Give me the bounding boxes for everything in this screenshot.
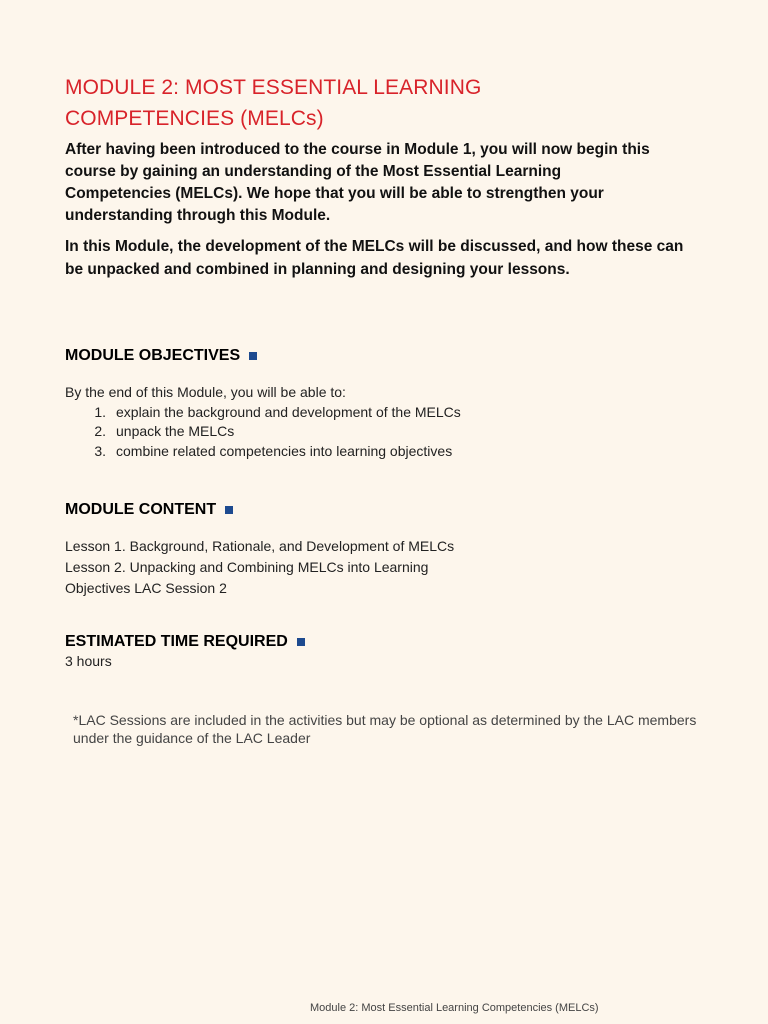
list-item-number: 2. — [94, 423, 106, 439]
list-item-text: combine related competencies into learning objectives — [116, 442, 453, 459]
objectives-list — [65, 403, 725, 462]
square-bullet-icon — [249, 352, 257, 360]
list-item — [65, 442, 725, 462]
square-bullet-icon — [225, 506, 233, 514]
time-value: 3 hours — [65, 653, 112, 669]
square-bullet-icon — [297, 638, 305, 646]
content-heading — [65, 501, 725, 519]
content-line-2: Lesson 2. Unpacking and Combining MELCs into Learning — [65, 559, 429, 575]
objectives-heading-text: MODULE OBJECTIVES — [65, 347, 241, 364]
intro-paragraph-2: In this Module, the development of the MELCs will be discussed, and how these can be unpacked and combined in planning and designing your lessons. — [65, 238, 684, 278]
time-heading-text: ESTIMATED TIME REQUIRED — [65, 633, 288, 650]
lac-note: *LAC Sessions are included in the activities but may be optional as determined by the LAC members under the guidance of the LAC Leader — [73, 712, 697, 746]
time-heading — [65, 633, 725, 651]
list-item — [65, 422, 725, 442]
list-item-text: unpack the MELCs — [116, 423, 235, 439]
intro-paragraph-1: After having been introduced to the course in Module 1, you will now begin this course by gaining an understanding of the Most Essential Learning Competencies (MELCs). We hope that you will be able to strengthen your understanding through this Module. — [65, 141, 650, 224]
list-item-number: 3. — [94, 442, 106, 459]
module-title — [65, 72, 725, 134]
content-line-1: Lesson 1. Background, Rationale, and Development of MELCs — [65, 538, 455, 554]
list-item-text: explain the background and development of the MELCs — [116, 403, 461, 420]
list-item-number: 1. — [94, 403, 106, 420]
objectives-heading — [65, 347, 725, 365]
page-footer: Module 2: Most Essential Learning Competencies (MELCs) — [310, 1002, 599, 1014]
objectives-lead: By the end of this Module, you will be able to: — [65, 384, 346, 400]
content-heading-text: MODULE CONTENT — [65, 501, 217, 518]
module-title-line-2: COMPETENCIES (MELCs) — [65, 107, 324, 130]
module-title-line-1: MODULE 2: MOST ESSENTIAL LEARNING — [65, 76, 482, 99]
list-item — [65, 403, 725, 423]
content-line-3: Objectives LAC Session 2 — [65, 580, 227, 596]
document-body — [65, 72, 725, 671]
